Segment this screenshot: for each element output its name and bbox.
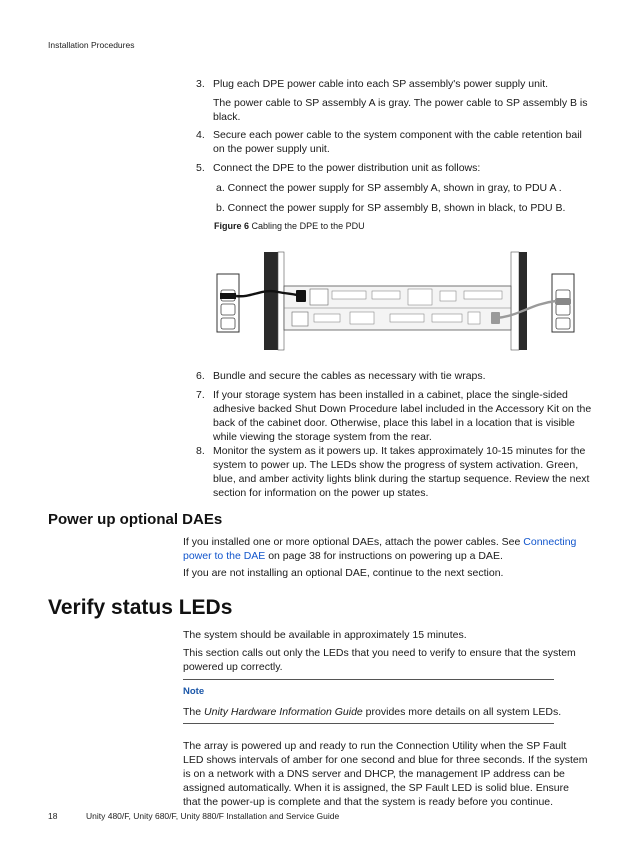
note-before: The: [183, 706, 205, 718]
step-text: Secure each power cable to the system component with the cable retention bail on the power supply unit.: [213, 129, 582, 155]
step-8: [196, 444, 596, 500]
daes-p1-before: If you installed one or more optional DAEs, attach the power cables. See: [183, 536, 524, 548]
daes-paragraph-2: If you are not installing an optional DAE, continue to the next section.: [183, 567, 504, 579]
note-after: provides more details on all system LEDs.: [362, 706, 562, 718]
step-text: Monitor the system as it powers up. It takes approximately 10-15 minutes for the system to power up. The LEDs show the progress of system activation. Green, blue, and amber activity lights blink during the startup sequence. Review the next section for information on the power up states.: [213, 445, 590, 499]
step-text: Bundle and secure the cables as necessary with tie wraps.: [213, 370, 486, 382]
step-3-note: The power cable to SP assembly A is gray. The power cable to SP assembly B is black.: [213, 97, 588, 123]
page-number: 18: [48, 811, 58, 821]
step-text: If your storage system has been installed in a cabinet, place the single-sided adhesive backed Shut Down Procedure label included in the Accessory Kit on the back of the cabinet door. Otherwise, place this label in a location that is visible while viewing the storage system from the rear.: [213, 389, 592, 443]
step-4: [196, 128, 596, 156]
figure-label: Figure 6: [214, 221, 250, 231]
connecting-power-link[interactable]: Connecting power to the DAE: [183, 536, 577, 562]
note-label: Note: [183, 686, 205, 697]
dpe-chassis: [284, 286, 511, 330]
figure-caption: [214, 221, 365, 231]
note-text: [183, 705, 563, 719]
figure-caption-text: Cabling the DPE to the PDU: [251, 221, 365, 231]
step-7: [196, 388, 596, 444]
step-5: [196, 161, 596, 175]
step-number: 8.: [196, 445, 205, 457]
step-6: [196, 369, 596, 383]
step-number: 4.: [196, 129, 205, 141]
leds-paragraph-2: This section calls out only the LEDs that you need to verify to ensure that the system powered up correctly.: [183, 647, 576, 673]
step-number: 6.: [196, 370, 205, 382]
step-text: Connect the DPE to the power distribution unit as follows:: [213, 162, 481, 174]
section-heading-daes: Power up optional DAEs: [48, 511, 223, 528]
note-bottom-rule: [183, 723, 554, 724]
daes-paragraph-1: [183, 535, 588, 563]
left-rack-rail: [264, 252, 284, 350]
section-heading-leds: Verify status LEDs: [48, 596, 233, 619]
leds-paragraph-1: The system should be available in approximately 15 minutes.: [183, 629, 467, 641]
daes-p1-after: on page 38 for instructions on powering up a DAE.: [265, 550, 503, 562]
step-number: 3.: [196, 78, 205, 90]
running-header: Installation Procedures: [48, 40, 135, 50]
step-3: [196, 77, 596, 91]
substep-a: a. Connect the power supply for SP assembly A, shown in gray, to PDU A .: [216, 182, 562, 194]
step-number: 7.: [196, 389, 205, 401]
black-cable-connector: [296, 290, 306, 302]
note-top-rule: [183, 679, 554, 680]
pdu-b-outlets: [217, 274, 239, 332]
guide-title: Unity Hardware Information Guide: [204, 706, 363, 718]
gray-cable-connector: [491, 312, 500, 324]
dpe-cabling-figure: [200, 246, 590, 358]
pdu-a-outlets: [552, 274, 574, 332]
leds-paragraph-3: The array is powered up and ready to run the Connection Utility when the SP Fault LED shows intervals of amber for one second and blue for three seconds. If the system is on a network with a DNS server and DHCP, the management IP address can be assigned automatically. When it is assigned, the SP Fault LED is solid blue. Ensure that the power-up is complete and that the system is ready before you continue.: [183, 740, 588, 808]
right-rack-rail: [511, 252, 527, 350]
step-text: Plug each DPE power cable into each SP assembly's power supply unit.: [213, 78, 549, 90]
substep-b: b. Connect the power supply for SP assembly B, shown in black, to PDU B.: [216, 202, 566, 214]
step-number: 5.: [196, 162, 205, 174]
footer-title: Unity 480/F, Unity 680/F, Unity 880/F Installation and Service Guide: [86, 811, 340, 821]
